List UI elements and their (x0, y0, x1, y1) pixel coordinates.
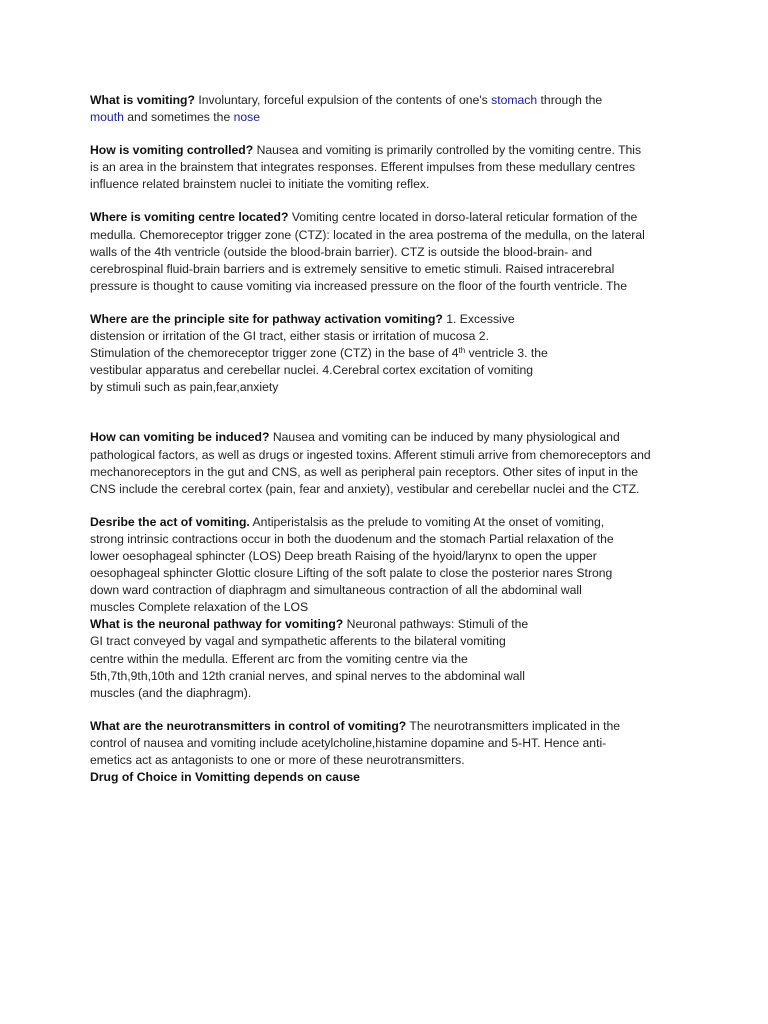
section-vomiting-controlled (90, 142, 680, 193)
line (90, 92, 680, 109)
line (90, 616, 680, 633)
line (90, 311, 680, 328)
answer-text: control of nausea and vomiting include acetylcholine,histamine dopamine and 5-HT. Hence anti- (90, 735, 607, 750)
answer-text: Involuntary, forceful expulsion of the contents of one's (194, 93, 492, 107)
section-centre-location (90, 209, 680, 294)
answer-text: distension or irritation of the GI tract, either stasis or irritation of mucosa 2. (90, 329, 489, 344)
answer-text: GI tract conveyed by vagal and sympathetic afferents to the bilateral vomiting (90, 634, 506, 649)
line (90, 718, 680, 735)
answer-text: CNS include the cerebral cortex (pain, fear and anxiety), vestibular and cerebellar nuclei and the CTZ. (90, 481, 640, 496)
answer-text: down ward contraction of diaphragm and simultaneous contraction of all the abdominal wall (90, 583, 582, 598)
answer-text: Antiperistalsis as the prelude to vomiting At the onset of vomiting, (249, 514, 605, 529)
answer-text: mechanoreceptors in the gut and CNS, as well as peripheral pain receptors. Other sites of input in the (90, 464, 639, 479)
answer-text: Nausea and vomiting can be induced by many physiological and (269, 430, 620, 445)
answer-text: medulla. Chemoreceptor trigger zone (CTZ): located in the area postrema of the medulla, on the lateral (90, 227, 645, 242)
question-heading: Where is vomiting centre located? (90, 210, 289, 225)
answer-text: pathological factors, as well as drugs or ingested toxins. Afferent stimuli arrive from chemoreceptors and (90, 447, 651, 462)
question-heading: How is vomiting controlled? (90, 143, 254, 158)
answer-text: is an area in the brainstem that integrates responses. Efferent impulses from these medullary centres (90, 160, 636, 175)
answer-text: walls of the 4th ventricle (outside the blood-brain barrier). CTZ is outside the blood-brain- and (90, 244, 592, 259)
drug-of-choice-heading: Drug of Choice in Vomitting depends on cause (90, 770, 360, 785)
answer-text: influence related brainstem nuclei to initiate the vomiting reflex. (90, 177, 430, 192)
answer-text: Vomiting centre located in dorso-lateral reticular formation of the (288, 210, 638, 225)
answer-text: strong intrinsic contractions occur in both the duodenum and the stomach Partial relaxation of the (90, 531, 614, 546)
answer-text: emetics act as antagonists to one or more of these neurotransmitters. (90, 753, 465, 767)
line (90, 109, 680, 126)
spacer (90, 396, 680, 429)
superscript: th (458, 346, 466, 356)
answer-text: by stimuli such as pain,fear,anxiety (90, 380, 279, 395)
line (90, 429, 680, 446)
document-page (90, 92, 680, 786)
answer-text: 1. Excessive (442, 311, 515, 326)
section-neuronal-pathway (90, 616, 680, 701)
question-heading: How can vomiting be induced? (90, 430, 270, 445)
question-heading: What is the neuronal pathway for vomiting? (90, 617, 344, 632)
line (90, 345, 680, 362)
answer-text: Stimulation of the chemoreceptor trigger zone (CTZ) in the base of 4 (90, 346, 459, 361)
section-neurotransmitters (90, 718, 680, 786)
answer-text: oesophageal sphincter Glottic closure Lifting of the soft palate to close the posterior nares Strong (90, 566, 613, 581)
section-act-of-vomiting (90, 514, 680, 617)
question-heading: Desribe the act of vomiting. (90, 514, 250, 529)
section-what-is-vomiting (90, 92, 680, 126)
line (90, 209, 680, 226)
answer-text: muscles (and the diaphragm). (90, 685, 252, 700)
answer-text: through the (537, 93, 603, 107)
answer-text: cerebrospinal fluid-brain barriers and is extremely sensitive to emetic stimuli. Raised intracerebral (90, 261, 615, 276)
line (90, 514, 680, 531)
answer-text: vestibular apparatus and cerebellar nuclei. 4.Cerebral cortex excitation of vomiting (90, 363, 534, 378)
answer-text: ventricle 3. the (465, 346, 548, 361)
answer-text: Neuronal pathways: Stimuli of the (343, 617, 529, 632)
answer-text: Nausea and vomiting is primarily controlled by the vomiting centre. This (253, 143, 642, 158)
answer-text: pressure is thought to cause vomiting via increased pressure on the floor of the fourth ventricle. The (90, 278, 627, 293)
section-vomiting-induced (90, 429, 680, 497)
nose-link[interactable]: nose (233, 110, 261, 125)
stomach-link[interactable]: stomach (491, 93, 538, 107)
question-heading: Where are the principle site for pathway activation vomiting? (90, 311, 443, 326)
answer-text: centre within the medulla. Efferent arc from the vomiting centre via the (90, 651, 468, 666)
section-principle-site (90, 311, 680, 396)
answer-text: 5th,7th,9th,10th and 12th cranial nerves, and spinal nerves to the abdominal wall (90, 668, 525, 683)
question-heading: What are the neurotransmitters in control of vomiting? (90, 718, 407, 733)
answer-text: and sometimes the (123, 110, 234, 125)
answer-text: The neurotransmitters implicated in the (406, 718, 621, 733)
question-heading: What is vomiting? (90, 93, 195, 107)
mouth-link[interactable]: mouth (90, 110, 124, 125)
answer-text: muscles Complete relaxation of the LOS (90, 600, 309, 615)
line (90, 142, 680, 159)
answer-text: lower oesophageal sphincter (LOS) Deep breath Raising of the hyoid/larynx to open the upper (90, 548, 597, 563)
